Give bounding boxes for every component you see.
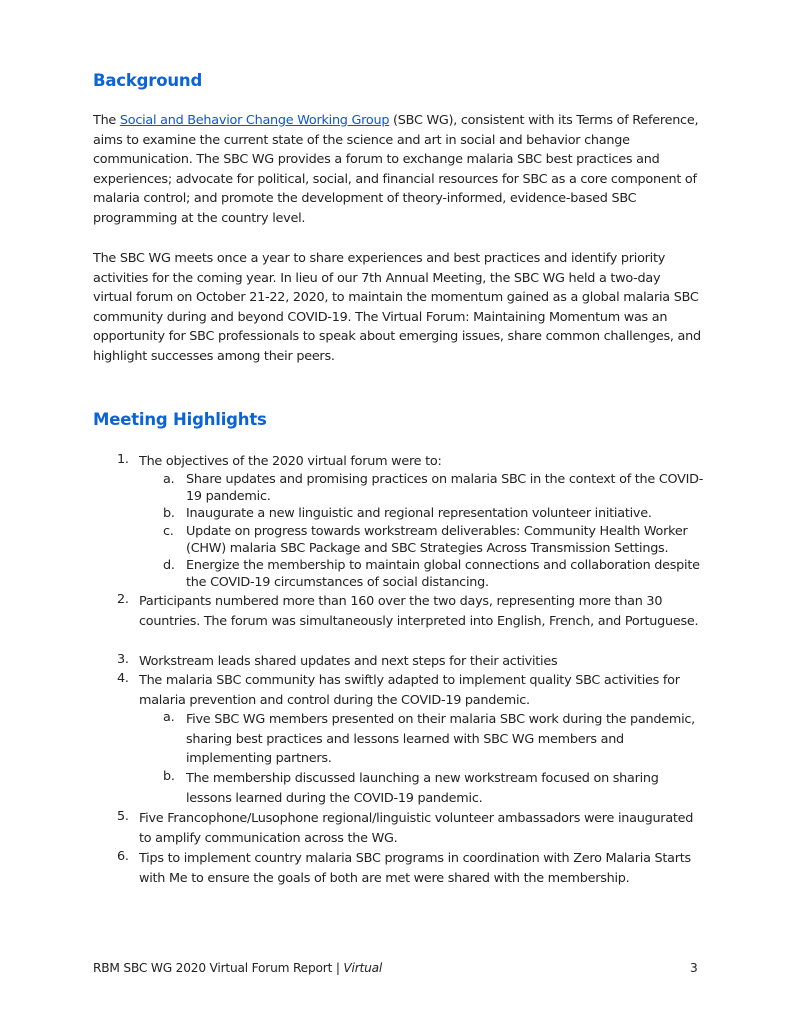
background-paragraph-2: The SBC WG meets once a year to share experiences and best practices and identify priority activities for the coming year. In lieu of our 7th Annual Meeting, the SBC WG held a two-day virtual forum on October 21-22, 2020, to maintain the momentum gained as a global malaria SBC community during and beyond COVID-19. The Virtual Forum: Maintaining Momentum was an opportunity for SBC professionals to speak about emerging issues, share common challenges, and highlight successes among their peers. — [93, 251, 701, 364]
list-letter: b. — [163, 769, 175, 784]
list-number: 1. — [117, 452, 129, 467]
list-text: Five SBC WG members presented on their malaria SBC work during the pandemic, sharing best practices and lessons learned with SBC WG members and implementing partners. — [186, 712, 695, 767]
background-heading: Background — [93, 71, 203, 90]
list-text: Energize the membership to maintain global connections and collaboration despite the COVID-19 circumstances of social distancing. — [186, 558, 700, 590]
list-letter: b. — [163, 506, 175, 521]
list-text: The objectives of the 2020 virtual forum were to: — [139, 454, 442, 469]
footer-title-italic: Virtual — [343, 961, 383, 975]
page-number: 3 — [690, 961, 698, 975]
footer-title — [93, 961, 382, 975]
list-number: 6. — [117, 849, 129, 864]
list-text: Update on progress towards workstream deliverables: Community Health Worker (CHW) malaria SBC Package and SBC Strategies Across Transmission Settings. — [186, 524, 688, 556]
paragraph-rest: (SBC WG), consistent with its Terms of Reference, aims to examine the current state of the science and art in social and behavior change communication. The SBC WG provides a forum to exchange malaria SBC best practices and experiences; advocate for political, social, and financial resources for SBC as a core component of malaria control; and promote the development of theory-informed, evidence-based SBC programming at the country level. — [93, 113, 699, 226]
list-text: The membership discussed launching a new workstream focused on sharing lessons learned during the COVID-19 pandemic. — [186, 771, 659, 806]
sbc-wg-link[interactable]: Social and Behavior Change Working Group — [119, 113, 390, 128]
list-text: Inaugurate a new linguistic and regional representation volunteer initiative. — [186, 506, 652, 521]
background-paragraph-1 — [93, 111, 703, 229]
meeting-highlights-heading: Meeting Highlights — [93, 410, 267, 429]
list-text: Tips to implement country malaria SBC programs in coordination with Zero Malaria Starts with Me to ensure the goals of both are met were shared with the membership. — [139, 851, 691, 886]
footer-title-text: RBM SBC WG 2020 Virtual Forum Report | — [93, 961, 344, 975]
list-text: Five Francophone/Lusophone regional/linguistic volunteer ambassadors were inaugurated to amplify communication across the WG. — [139, 811, 694, 846]
list-number: 2. — [117, 592, 129, 607]
list-letter: a. — [163, 710, 175, 725]
list-number: 3. — [117, 652, 129, 667]
list-letter: a. — [163, 472, 175, 487]
list-number: 5. — [117, 809, 129, 824]
paragraph-lead: The — [93, 113, 120, 128]
list-text: The malaria SBC community has swiftly adapted to implement quality SBC activities for malaria prevention and control during the COVID-19 pandemic. — [139, 673, 680, 708]
list-letter: d. — [163, 558, 175, 573]
list-letter: c. — [163, 524, 174, 539]
list-text: Workstream leads shared updates and next steps for their activities — [139, 654, 558, 669]
list-number: 4. — [117, 671, 129, 686]
list-text: Participants numbered more than 160 over the two days, representing more than 30 countries. The forum was simultaneously interpreted into English, French, and Portuguese. — [139, 594, 699, 629]
list-text: Share updates and promising practices on malaria SBC in the context of the COVID-19 pandemic. — [186, 472, 704, 504]
